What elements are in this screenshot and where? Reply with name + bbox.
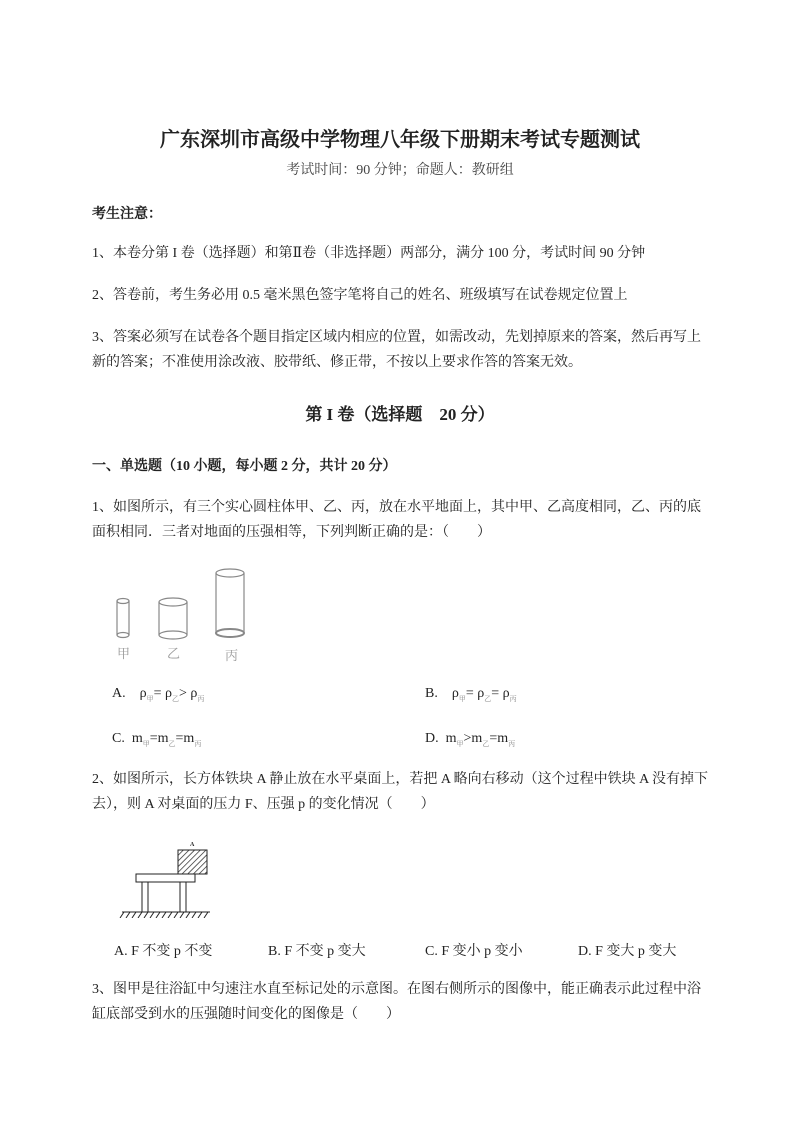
exam-info: 考试时间：90 分钟；命题人：教研组: [286, 163, 514, 178]
subscript: 丙: [508, 739, 516, 748]
subscript: 乙: [172, 694, 180, 703]
option-d[interactable]: D. F 变大 p 变大: [578, 944, 677, 959]
question-1-text: 1、如图所示，有三个实心圆柱体甲、乙、丙，放在水平地面上，其中甲、乙高度相同，乙、丙的底面积相同．三者对地面的压强相等，下列判断正确的是：（ ）: [92, 500, 701, 540]
formula: = ρ: [153, 686, 173, 701]
note-item: 3、答案必须写在试卷各个题目指定区域内相应的位置，如需改动，先划掉原来的答案，然后再写上新的答案；不准使用涂改液、胶带纸、修正带，不按以上要求作答的答案无效。: [92, 330, 701, 370]
option-letter: D.: [425, 731, 439, 746]
formula: = ρ: [465, 686, 485, 701]
section-heading: 一、单选题（10 小题，每小题 2 分，共计 20 分）: [92, 459, 397, 474]
subscript: 丙: [197, 694, 205, 703]
note-item: 1、本卷分第 I 卷（选择题）和第Ⅱ卷（非选择题）两部分，满分 100 分，考试时间 90 分钟: [92, 246, 646, 261]
block-label: A: [190, 842, 195, 848]
subscript: 甲: [146, 694, 154, 703]
subscript: 丙: [194, 739, 202, 748]
option-letter: B.: [425, 686, 438, 701]
formula: =m: [175, 731, 195, 746]
question-3-text: 3、图甲是往浴缸中匀速注水直至标记处的示意图。在图右侧所示的图像中，能正确表示此过程中浴缸底部受到水的压强随时间变化的图像是（ ）: [92, 982, 701, 1022]
note-item: 2、答卷前，考生务必用 0.5 毫米黑色签字笔将自己的姓名、班级填写在试卷规定位置上: [92, 288, 628, 303]
formula: =m: [489, 731, 509, 746]
formula: = ρ: [491, 686, 510, 701]
formula: ρ: [451, 686, 459, 701]
figure-label: 乙: [167, 646, 181, 661]
option-letter: A.: [112, 686, 126, 701]
subscript: 丙: [509, 694, 517, 703]
subscript: 乙: [484, 694, 492, 703]
formula: =m: [149, 731, 169, 746]
figure-label: 丙: [225, 648, 239, 663]
option-b[interactable]: [425, 686, 517, 704]
formula: >m: [463, 731, 483, 746]
option-b[interactable]: B. F 不变 p 变大: [268, 944, 366, 959]
subscript: 甲: [142, 739, 150, 748]
figure-label: 甲: [117, 646, 131, 661]
subscript: 乙: [168, 739, 176, 748]
formula: ρ: [139, 686, 147, 701]
option-letter: C.: [112, 731, 125, 746]
option-c[interactable]: C. F 变小 p 变小: [425, 944, 523, 959]
option-a[interactable]: A. F 不变 p 不变: [114, 944, 213, 959]
question-2-text: 2、如图所示，长方体铁块 A 静止放在水平桌面上，若把 A 略向右移动（这个过程中铁块 A 没有掉下去），则 A 对桌面的压力 F、压强 p 的变化情况（ ）: [92, 772, 709, 812]
subscript: 甲: [456, 739, 464, 748]
subscript: 乙: [482, 739, 490, 748]
formula: > ρ: [179, 686, 198, 701]
section-title: 第 I 卷（选择题 20 分）: [305, 405, 495, 424]
option-d[interactable]: [425, 731, 515, 749]
notes-label: 考生注意：: [92, 207, 162, 222]
option-a[interactable]: [112, 686, 204, 704]
option-c[interactable]: [112, 731, 201, 749]
page-title: 广东深圳市高级中学物理八年级下册期末考试专题测试: [160, 129, 640, 151]
subscript: 甲: [458, 694, 466, 703]
formula: m: [445, 731, 457, 746]
table-block-figure: [110, 838, 210, 918]
formula: m: [131, 731, 143, 746]
